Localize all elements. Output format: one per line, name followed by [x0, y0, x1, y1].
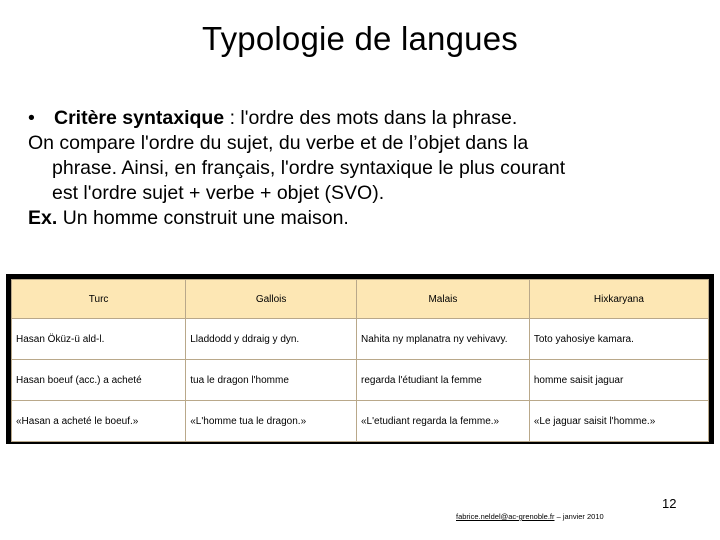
header-gallois: Gallois: [186, 280, 357, 319]
explanation-paragraph: [28, 131, 692, 206]
footer-date: – janvier 2010: [554, 512, 604, 521]
typology-table: [11, 279, 709, 442]
table-cell: «L'homme tua le dragon.»: [186, 401, 357, 442]
paragraph-line-3: est l'ordre sujet + verbe + objet (SVO).: [52, 182, 385, 204]
table-cell: Lladdodd y ddraig y dyn.: [186, 319, 357, 360]
body-text: [28, 106, 692, 231]
table-cell: tua le dragon l'homme: [186, 360, 357, 401]
table-row: [12, 401, 709, 442]
criterion-heading: Critère syntaxique: [54, 107, 225, 129]
page-title: Typologie de langues: [202, 20, 518, 57]
header-hixkaryana: Hixkaryana: [529, 280, 708, 319]
footer: [456, 512, 604, 521]
example-label: Ex.: [28, 207, 58, 229]
table-cell: regarda l'étudiant la femme: [357, 360, 530, 401]
paragraph-line-1: On compare l'ordre du sujet, du verbe et de l’objet dans la: [28, 132, 529, 154]
bullet-symbol: •: [28, 107, 35, 129]
table-cell: «Hasan a acheté le boeuf.»: [12, 401, 186, 442]
header-turc: Turc: [12, 280, 186, 319]
bullet-line: [28, 106, 692, 131]
page-number: 12: [662, 496, 677, 511]
header-malais: Malais: [357, 280, 530, 319]
criterion-description: : l'ordre des mots dans la phrase.: [224, 107, 518, 129]
table-cell: Toto yahosiye kamara.: [529, 319, 708, 360]
table-cell: «L'etudiant regarda la femme.»: [357, 401, 530, 442]
table-cell: Nahita ny mplanatra ny vehivavy.: [357, 319, 530, 360]
author-email-link[interactable]: fabrice.neldel@ac-grenoble.fr: [456, 512, 555, 521]
paragraph-line-2: phrase. Ainsi, en français, l'ordre syntaxique le plus courant: [52, 157, 566, 179]
table-row: [12, 360, 709, 401]
example-line: [28, 206, 692, 231]
example-text: Un homme construit une maison.: [57, 207, 349, 229]
table-header-row: [12, 280, 709, 319]
table-row: [12, 319, 709, 360]
table-cell: «Le jaguar saisit l'homme.»: [529, 401, 708, 442]
table-cell: Hasan Öküz-ü ald-l.: [12, 319, 186, 360]
typology-table-frame: [6, 274, 714, 444]
table-cell: Hasan boeuf (acc.) a acheté: [12, 360, 186, 401]
table-cell: homme saisit jaguar: [529, 360, 708, 401]
